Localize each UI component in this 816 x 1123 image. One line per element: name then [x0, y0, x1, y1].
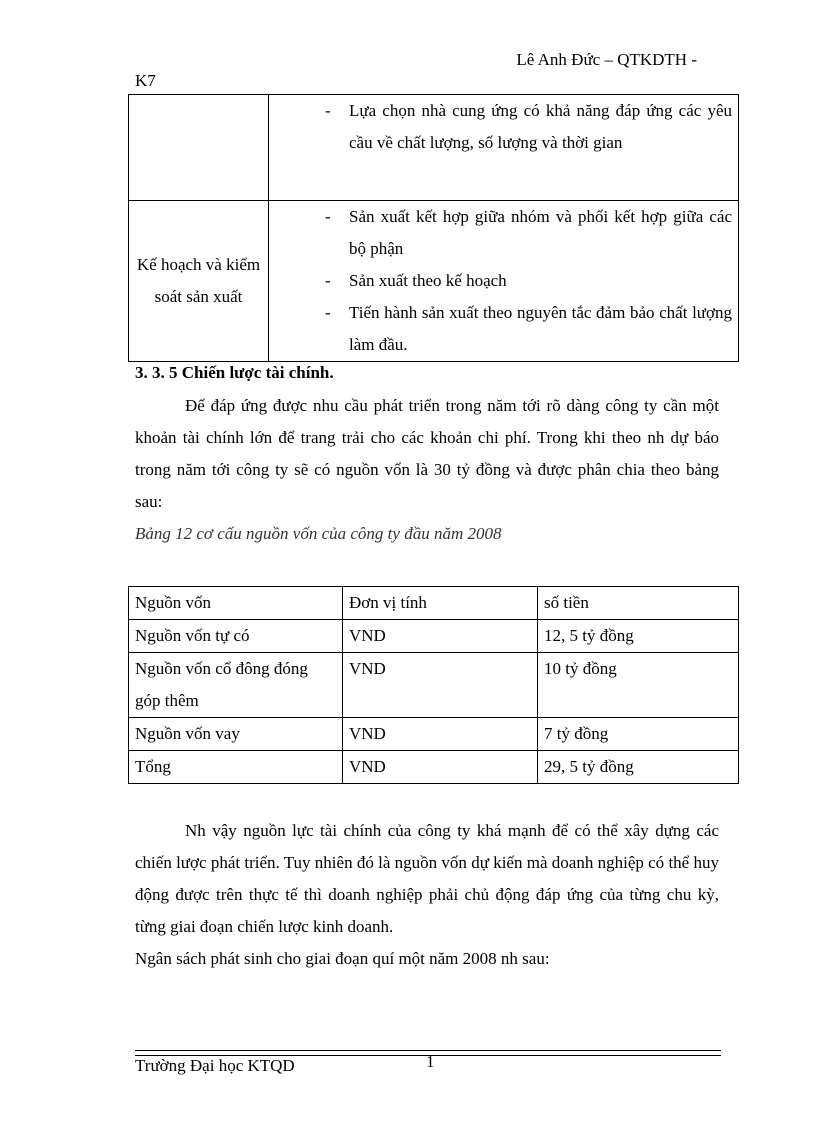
table-row [129, 201, 739, 362]
column-header: Nguồn vốn [129, 587, 343, 620]
intro-paragraph: Để đáp ứng được nhu cầu phát triển trong năm tới rõ dàng công ty cần một khoản tài chính lớn để trang trải cho các khoản chi phí. Trong khi theo nh dự báo trong năm tới công ty sẽ có nguồn vốn là 30 tỷ đồng và được phân chia theo bảng sau: [135, 396, 719, 511]
budget-intro: Ngân sách phát sinh cho giai đoạn quí một năm 2008 nh sau: [135, 949, 550, 968]
table-cell: VND [343, 620, 538, 653]
list-item: - Sản xuất kết hợp giữa nhóm và phối kết hợp giữa các bộ phận [325, 207, 732, 258]
table-cell: VND [343, 718, 538, 751]
table-row [129, 718, 739, 751]
table-cell: Nguồn vốn cổ đông đóng góp thêm [129, 653, 343, 718]
header-author: Lê Anh Đức – QTKDTH - [516, 50, 697, 69]
table-cell: Nguồn vốn tự có [129, 620, 343, 653]
section-title: 3. 3. 5 Chiến lược tài chính. [135, 363, 334, 382]
table-cell: Nguồn vốn vay [129, 718, 343, 751]
table-cell: 12, 5 tỷ đồng [538, 620, 739, 653]
list-item: - Lựa chọn nhà cung ứng có khả năng đáp ứng các yêu cầu về chất lượng, số lượng và thời gian [325, 101, 732, 152]
page-number: 1 [426, 1052, 435, 1071]
table-cell: 29, 5 tỷ đồng [538, 751, 739, 784]
table-cell: VND [343, 653, 538, 718]
table-cell: 7 tỷ đồng [538, 718, 739, 751]
table-caption: Bảng 12 cơ cấu nguồn vốn của công ty đầu năm 2008 [135, 524, 502, 543]
list-item: - Tiến hành sản xuất theo nguyên tắc đảm bảo chất lượng làm đầu. [325, 303, 732, 354]
table-row [129, 620, 739, 653]
table-row [129, 653, 739, 718]
table-row [129, 751, 739, 784]
column-header: Đơn vị tính [343, 587, 538, 620]
conclusion-paragraph: Nh vậy nguồn lực tài chính của công ty khá mạnh để có thể xây dựng các chiến lược phát triển. Tuy nhiên đó là nguồn vốn dự kiến mà doanh nghiệp có thể huy động được trên thực tế thì doanh nghiệp phải chủ động đáp ứng của từng chu kỳ, từng giai đoạn chiến lược kinh doanh. [135, 821, 719, 936]
capital-structure-table [128, 586, 739, 784]
plan-row-label [129, 95, 269, 201]
production-plan-table [128, 94, 739, 362]
header-class-code: K7 [135, 71, 156, 90]
list-item: - Sản xuất theo kế hoạch [325, 271, 507, 290]
footer-school: Trường Đại học KTQD [135, 1056, 295, 1075]
plan-row-items [269, 95, 739, 201]
table-cell: Tổng [129, 751, 343, 784]
plan-row-label: Kế hoạch và kiểm soát sản xuất [129, 201, 269, 362]
table-header-row [129, 587, 739, 620]
table-cell: 10 tỷ đồng [538, 653, 739, 718]
table-cell: VND [343, 751, 538, 784]
plan-row-items [269, 201, 739, 362]
column-header: số tiền [538, 587, 739, 620]
table-row [129, 95, 739, 201]
